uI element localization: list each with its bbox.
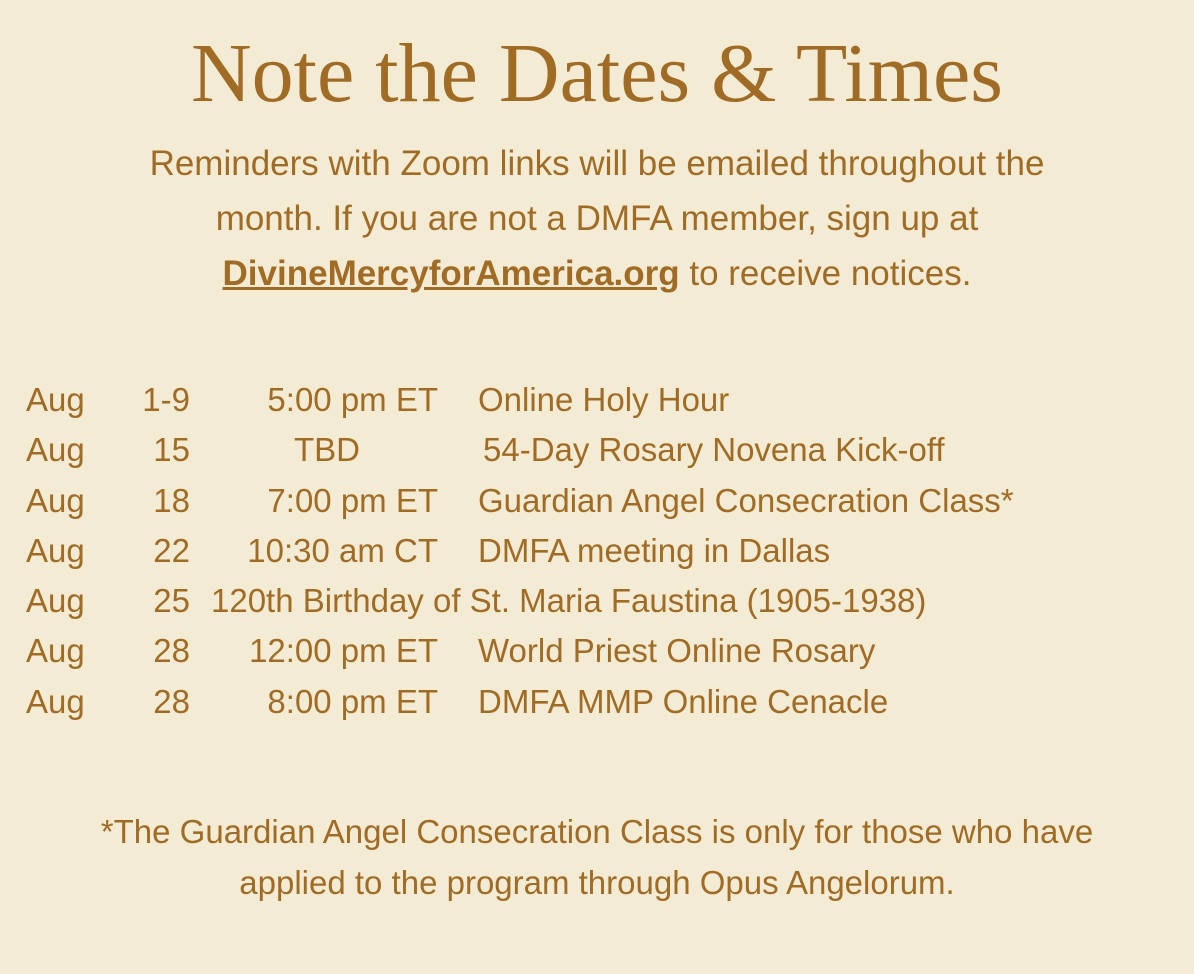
schedule-day: 25 (153, 582, 190, 620)
schedule-list (0, 375, 1194, 727)
schedule-month: Aug (26, 381, 85, 418)
schedule-day: 28 (153, 632, 190, 670)
schedule-time: 8:00 pm ET (267, 682, 438, 720)
schedule-row (0, 526, 1194, 576)
schedule-day: 18 (153, 481, 190, 519)
footnote-line-2: applied to the program through Opus Angelorum. (239, 864, 955, 901)
schedule-event: Online Holy Hour (478, 381, 730, 418)
schedule-event: 120th Birthday of St. Maria Faustina (1905-1938) (211, 582, 927, 620)
schedule-month: Aug (26, 431, 85, 469)
schedule-month: Aug (26, 632, 85, 670)
intro-line-1: Reminders with Zoom links will be emailed throughout the (149, 144, 1045, 183)
schedule-time: 5:00 pm ET (267, 381, 438, 418)
schedule-event: DMFA meeting in Dallas (478, 531, 831, 569)
schedule-event: Guardian Angel Consecration Class* (478, 481, 1014, 519)
intro-text (60, 136, 1134, 301)
website-link[interactable]: DivineMercyforAmerica.org (222, 254, 680, 293)
intro-line-2: month. If you are not a DMFA member, sign up at (215, 199, 979, 238)
schedule-day: 15 (153, 431, 190, 469)
schedule-event: DMFA MMP Online Cenacle (478, 682, 889, 720)
schedule-month: Aug (26, 531, 85, 569)
schedule-row (0, 677, 1194, 727)
schedule-day: 22 (153, 531, 190, 569)
page-title: Note the Dates & Times (191, 27, 1003, 120)
schedule-month: Aug (26, 682, 85, 720)
intro-line-3-suffix: to receive notices. (679, 254, 972, 293)
schedule-time: 10:30 am CT (247, 531, 438, 569)
schedule-month: Aug (26, 582, 85, 620)
schedule-time: 12:00 pm ET (249, 632, 438, 670)
schedule-row (0, 425, 1194, 475)
schedule-row (0, 375, 1194, 425)
schedule-event: 54-Day Rosary Novena Kick-off (483, 431, 945, 469)
schedule-time: 7:00 pm ET (267, 481, 438, 519)
footnote-line-1: *The Guardian Angel Consecration Class is only for those who have (100, 813, 1094, 850)
schedule-time: TBD (294, 431, 360, 469)
schedule-month: Aug (26, 481, 85, 519)
schedule-day: 28 (153, 682, 190, 720)
schedule-row (0, 576, 1194, 626)
schedule-day: 1-9 (142, 381, 190, 418)
schedule-row (0, 626, 1194, 676)
footnote (40, 806, 1154, 908)
schedule-row (0, 476, 1194, 526)
schedule-event: World Priest Online Rosary (478, 632, 876, 670)
